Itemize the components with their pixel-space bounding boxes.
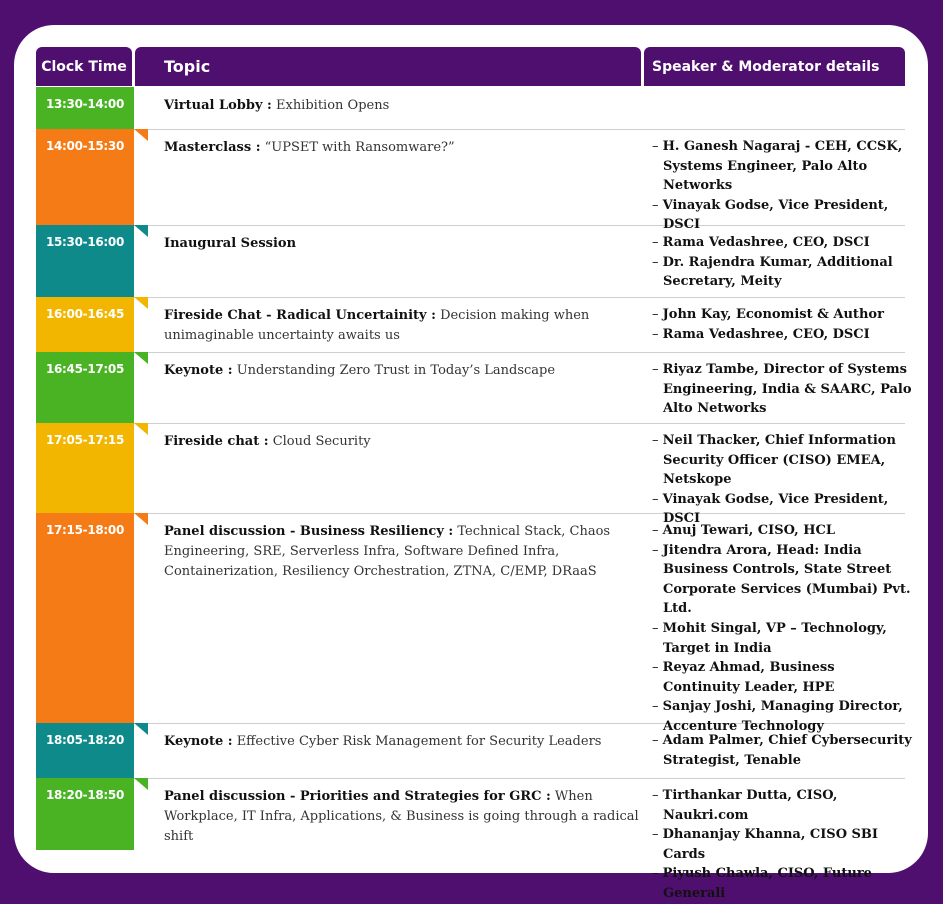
session-topic — [164, 234, 644, 254]
speaker-item: – Dhananjay Khanna, CISO SBI Cards — [652, 825, 914, 864]
session-topic — [164, 787, 644, 847]
session-topic — [164, 138, 644, 158]
speaker-item: – Piyush Chawla, CISO, Future Generali — [652, 864, 914, 903]
speaker-item: – Reyaz Ahmad, Business Continuity Leader, HPE — [652, 658, 914, 697]
agenda-row — [36, 352, 912, 424]
agenda-row — [36, 297, 905, 353]
speaker-list — [652, 521, 914, 737]
session-detail: Technical Stack, Chaos Engineering, SRE, Serverless Infra, Software Defined Infra, Containerization, Resiliency Orchestration, ZTNA, C/EMP, DRaaS — [164, 524, 611, 579]
speaker-item: – Rama Vedashree, CEO, DSCI — [652, 325, 914, 345]
time-slot: 17:15-18:00 — [36, 513, 134, 723]
session-topic — [164, 96, 644, 116]
speaker-list — [652, 786, 914, 904]
time-slot: 18:05-18:20 — [36, 723, 134, 778]
session-detail: Cloud Security — [268, 434, 371, 449]
speaker-item: – Vinayak Godse, Vice President, DSCI — [652, 196, 914, 235]
agenda-row — [36, 778, 905, 901]
session-title: Panel discussion - Business Resiliency : — [164, 524, 454, 539]
speaker-item: – John Kay, Economist & Author — [652, 305, 914, 325]
agenda-row — [36, 129, 905, 233]
header-speakers: Speaker & Moderator details — [644, 47, 905, 86]
speaker-item: – Sanjay Joshi, Managing Director, Accenture Technology — [652, 697, 914, 736]
header-clock-time: Clock Time — [36, 47, 132, 86]
session-title: Inaugural Session — [164, 236, 297, 251]
time-slot: 14:00-15:30 — [36, 129, 134, 225]
session-detail: Understanding Zero Trust in Today’s Landscape — [232, 363, 556, 378]
session-title: Fireside chat : — [164, 434, 269, 449]
speaker-item: – Tirthankar Dutta, CISO, Naukri.com — [652, 786, 914, 825]
session-title: Fireside Chat - Radical Uncertainity : — [164, 308, 436, 323]
session-title: Keynote : — [164, 734, 233, 749]
speaker-item: – Adam Palmer, Chief Cybersecurity Strategist, Tenable — [652, 731, 914, 770]
session-topic — [164, 306, 644, 346]
header-topic: Topic — [135, 47, 641, 86]
session-title: Panel discussion - Priorities and Strategies for GRC : — [164, 789, 551, 804]
agenda-row — [36, 513, 911, 734]
speaker-item: – Jitendra Arora, Head: India Business Controls, State Street Corporate Services (Mumbai) Pvt. Ltd. — [652, 541, 914, 619]
agenda-row — [36, 87, 905, 130]
time-slot: 16:45-17:05 — [36, 352, 134, 423]
agenda-row — [36, 723, 912, 779]
session-title: Keynote : — [164, 363, 233, 378]
session-detail: Effective Cyber Risk Management for Security Leaders — [232, 734, 602, 749]
speaker-item: – Riyaz Tambe, Director of Systems Engineering, India & SAARC, Palo Alto Networks — [652, 360, 914, 419]
time-slot: 16:00-16:45 — [36, 297, 134, 352]
speaker-item: – Mohit Singal, VP – Technology, Target in India — [652, 619, 914, 658]
speaker-item: – Anuj Tewari, CISO, HCL — [652, 521, 914, 541]
agenda-row — [36, 423, 905, 527]
speaker-list — [652, 360, 914, 419]
session-topic — [164, 361, 644, 381]
session-detail: “UPSET with Ransomware?” — [260, 140, 455, 155]
agenda-row — [36, 225, 905, 298]
speaker-list — [652, 137, 914, 235]
speaker-item: – Rama Vedashree, CEO, DSCI — [652, 233, 914, 253]
speaker-item: – Vinayak Godse, Vice President, DSCI — [652, 490, 914, 529]
time-slot: 18:20-18:50 — [36, 778, 134, 850]
time-slot: 17:05-17:15 — [36, 423, 134, 513]
session-detail: Exhibition Opens — [271, 98, 390, 113]
session-topic — [164, 432, 644, 452]
speaker-item: – H. Ganesh Nagaraj - CEH, CCSK, Systems Engineer, Palo Alto Networks — [652, 137, 914, 196]
speaker-item: – Dr. Rajendra Kumar, Additional Secretary, Meity — [652, 253, 914, 292]
time-slot: 13:30-14:00 — [36, 87, 134, 129]
session-title: Virtual Lobby : — [164, 98, 272, 113]
session-topic — [164, 732, 644, 752]
speaker-list — [652, 233, 914, 292]
session-title: Masterclass : — [164, 140, 261, 155]
session-detail: When Workplace, IT Infra, Applications, & Business is going through a radical shift — [164, 789, 639, 844]
speaker-item: – Neil Thacker, Chief Information Security Officer (CISO) EMEA, Netskope — [652, 431, 914, 490]
session-detail: Decision making when unimaginable uncertainty awaits us — [164, 308, 590, 343]
speaker-list — [652, 305, 914, 344]
time-slot: 15:30-16:00 — [36, 225, 134, 297]
speaker-list — [652, 731, 914, 770]
session-topic — [164, 522, 644, 582]
